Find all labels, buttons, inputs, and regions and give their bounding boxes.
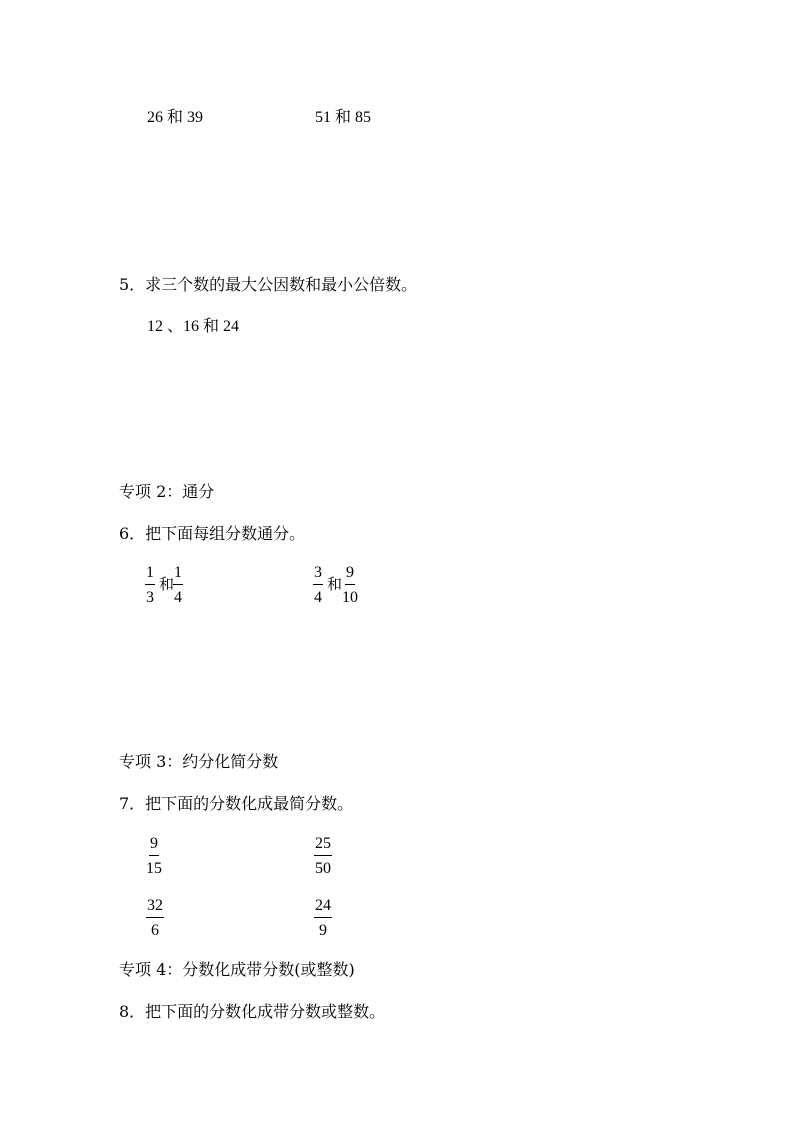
fraction <box>342 564 358 607</box>
section-2-title: 专项 2：通分 <box>119 482 215 501</box>
pair-26-39: 26 和 39 <box>147 109 204 126</box>
numerator: 32 <box>146 897 164 918</box>
connector-he: 和 <box>159 575 175 593</box>
denominator: 4 <box>174 589 182 606</box>
denominator: 15 <box>146 860 162 877</box>
denominator: 50 <box>315 860 331 877</box>
connector-he: 和 <box>327 575 343 593</box>
pair-51-85: 51 和 85 <box>315 109 372 126</box>
numerator: 9 <box>149 835 159 856</box>
denominator: 4 <box>314 589 322 606</box>
denominator: 10 <box>342 589 358 606</box>
question-5-title: 5．求三个数的最大公因数和最小公倍数。 <box>119 275 418 294</box>
numerator: 3 <box>313 564 323 585</box>
numerator: 25 <box>314 835 332 856</box>
denominator: 6 <box>151 922 159 939</box>
fraction <box>314 897 332 940</box>
question-6-title: 6．把下面每组分数通分。 <box>119 524 306 543</box>
question-7-title: 7．把下面的分数化成最简分数。 <box>119 794 354 813</box>
fraction <box>146 897 164 940</box>
question-5-item: 12 、16 和 24 <box>147 318 240 335</box>
numerator: 24 <box>314 897 332 918</box>
denominator: 9 <box>319 922 327 939</box>
denominator: 3 <box>146 589 154 606</box>
numerator: 9 <box>345 564 355 585</box>
fraction <box>313 564 323 607</box>
fraction <box>314 835 332 878</box>
numerator: 1 <box>173 564 183 585</box>
numerator: 1 <box>145 564 155 585</box>
section-4-title: 专项 4：分数化成带分数(或整数) <box>119 960 355 979</box>
question-8-title: 8．把下面的分数化成带分数或整数。 <box>119 1002 386 1021</box>
fraction <box>145 564 155 607</box>
fraction <box>173 564 183 607</box>
fraction <box>146 835 162 878</box>
section-3-title: 专项 3：约分化简分数 <box>119 752 279 771</box>
